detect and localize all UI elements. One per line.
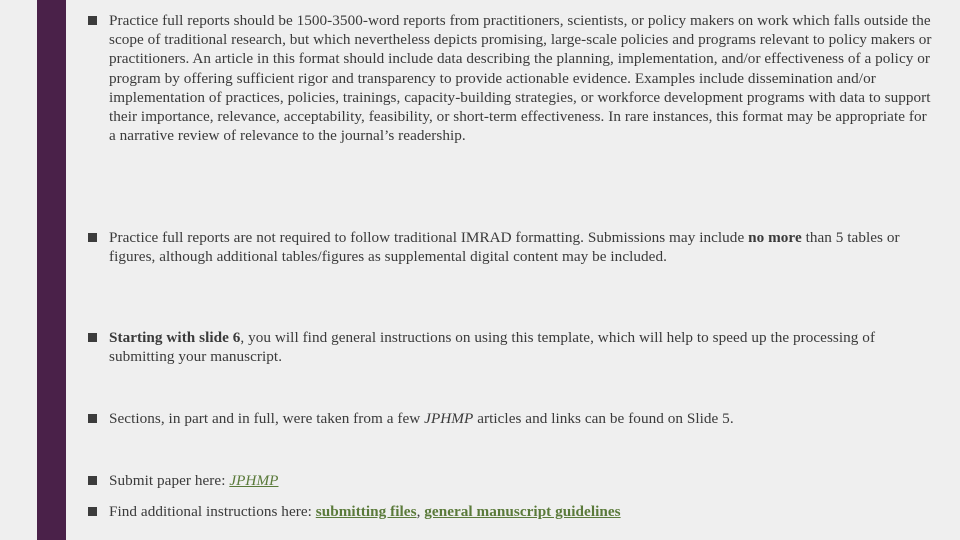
bullet-text (109, 502, 934, 521)
text-segment: than 5 tables or figures, although additional tables/figures as supplemental digital content may be included. (109, 229, 900, 266)
bullet-square-icon (88, 333, 97, 342)
bullet-text (109, 471, 934, 490)
jphmp-link[interactable]: JPHMP (229, 472, 279, 489)
bullet-text (109, 409, 934, 428)
bullet-item-6 (88, 502, 934, 521)
bullet-square-icon (88, 507, 97, 516)
bold-segment: Starting with slide 6 (109, 329, 241, 346)
text-segment: Sections, in part and in full, were taken from a few (109, 410, 425, 427)
bullet-text (109, 228, 934, 266)
bold-segment: no more (748, 229, 802, 246)
bullet-square-icon (88, 414, 97, 423)
separator: , (416, 503, 425, 520)
bullet-item-1 (88, 11, 934, 145)
bullet-text (109, 328, 934, 366)
bullet-item-4 (88, 409, 934, 428)
bullet-square-icon (88, 233, 97, 242)
accent-sidebar (37, 0, 66, 540)
manuscript-guidelines-link[interactable]: general manuscript guidelines (424, 503, 621, 520)
bullet-item-2 (88, 228, 934, 266)
bullet-item-3 (88, 328, 934, 366)
submitting-files-link[interactable]: submitting files (315, 503, 417, 520)
text-segment: articles and links can be found on Slide 5. (473, 410, 734, 427)
italic-segment: JPHMP (424, 410, 474, 427)
text-segment: Submit paper here: (109, 472, 230, 489)
bullet-square-icon (88, 16, 97, 25)
bullet-item-5 (88, 471, 934, 490)
text-segment: Practice full reports are not required to follow traditional IMRAD formatting. Submissions may include (109, 229, 749, 246)
bullet-text: Practice full reports should be 1500-3500-word reports from practitioners, scientists, or policy makers on work which falls outside the scope of traditional research, but which nevertheless depicts promising, large-scale policies and programs relevant to policy makers or practitioners. An article in this format should include data describing the planning, implementation, and/or effectiveness of a policy or program by offering sufficient rigor and transparency to provide actionable evidence. Examples include dissemination and/or implementation of practices, policies, trainings, capacity-building strategies, or workforce development programs with data to support their importance, relevance, acceptability, feasibility, or short-term effectiveness. In rare instances, this format may be appropriate for a narrative review of relevance to the journal’s readership. (109, 12, 932, 145)
text-segment: Find additional instructions here: (109, 503, 316, 520)
bullet-square-icon (88, 476, 97, 485)
text-segment: , you will find general instructions on using this template, which will help to speed up the processing of submitting your manuscript. (109, 329, 876, 366)
